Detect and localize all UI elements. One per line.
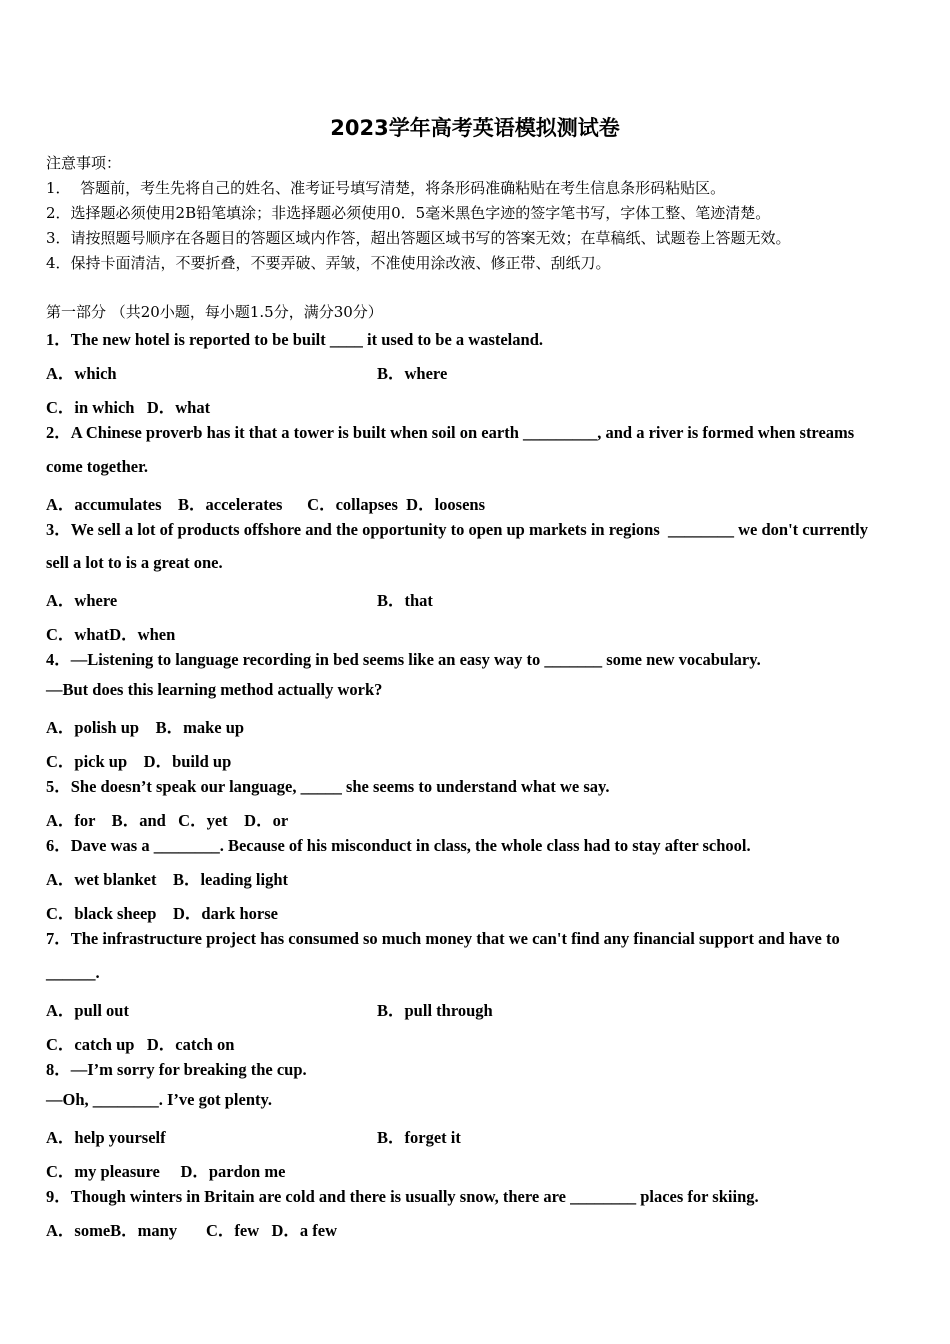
note-item: 1． 答题前，考生先将自己的姓名、准考证号填写清楚，将条形码准确粘贴在考生信息条形码粘贴区。	[46, 179, 726, 197]
answer-option: A．wet blanket B．leading light	[46, 870, 289, 889]
answer-option: B．that	[377, 591, 433, 610]
note-item: 4．保持卡面清洁，不要折叠，不要弄破、弄皱，不准使用涂改液、修正带、刮纸刀。	[46, 254, 611, 272]
answer-option: B．pull through	[377, 1001, 493, 1020]
answer-option: C．my pleasure D．pardon me	[46, 1162, 286, 1181]
question-text: come together.	[46, 457, 149, 476]
section-heading: 第一部分 （共20小题，每小题1.5分，满分30分）	[46, 303, 383, 321]
question-text: ______.	[46, 963, 100, 982]
answer-option: A．which	[46, 364, 117, 383]
question-text: 3．We sell a lot of products offshore and the opportunity to open up markets in regions ________ we don't currently	[46, 520, 868, 539]
answer-option: A．help yourself	[46, 1128, 166, 1147]
question-text: —Oh, ________. I’ve got plenty.	[46, 1090, 272, 1109]
answer-option: A．pull out	[46, 1001, 129, 1020]
notes-heading: 注意事项：	[46, 154, 122, 172]
question-text: 7．The infrastructure project has consumed so much money that we can't find any financial support and have to	[46, 929, 840, 948]
question-text: 2．A Chinese proverb has it that a tower is built when soil on earth _________, and a river is formed when streams	[46, 423, 855, 442]
question-text: sell a lot to is a great one.	[46, 553, 223, 572]
answer-option: B．forget it	[377, 1128, 461, 1147]
answer-option: B．where	[377, 364, 448, 383]
answer-option: C．whatD．when	[46, 625, 176, 644]
note-item: 3．请按照题号顺序在各题目的答题区域内作答，超出答题区域书写的答案无效；在草稿纸、试题卷上答题无效。	[46, 229, 791, 247]
question-text: —But does this learning method actually work?	[46, 680, 383, 699]
question-text: 4．—Listening to language recording in bed seems like an easy way to _______ some new vocabulary.	[46, 650, 761, 669]
note-item: 2．选择题必须使用2B铅笔填涂；非选择题必须使用0．5毫米黑色字迹的签字笔书写，字体工整、笔迹清楚。	[46, 204, 771, 222]
answer-option: A．someB．many C．few D．a few	[46, 1221, 338, 1240]
answer-option: A．for B．and C．yet D．or	[46, 811, 289, 830]
question-text: 5．She doesn’t speak our language, _____ she seems to understand what we say.	[46, 777, 610, 796]
answer-option: C．in which D．what	[46, 398, 211, 417]
answer-option: A．accumulates B．accelerates C．collapses D．loosens	[46, 495, 486, 514]
answer-option: C．catch up D．catch on	[46, 1035, 235, 1054]
page-title: 2023学年高考英语模拟测试卷	[330, 116, 620, 140]
question-text: 8．—I’m sorry for breaking the cup.	[46, 1060, 307, 1079]
answer-option: C．pick up D．build up	[46, 752, 232, 771]
question-text: 1．The new hotel is reported to be built ____ it used to be a wasteland.	[46, 330, 543, 349]
question-text: 6．Dave was a ________. Because of his misconduct in class, the whole class had to stay after school.	[46, 836, 751, 855]
answer-option: A．polish up B．make up	[46, 718, 245, 737]
answer-option: A．where	[46, 591, 118, 610]
question-text: 9．Though winters in Britain are cold and there is usually snow, there are ________ places for skiing.	[46, 1187, 759, 1206]
answer-option: C．black sheep D．dark horse	[46, 904, 278, 923]
